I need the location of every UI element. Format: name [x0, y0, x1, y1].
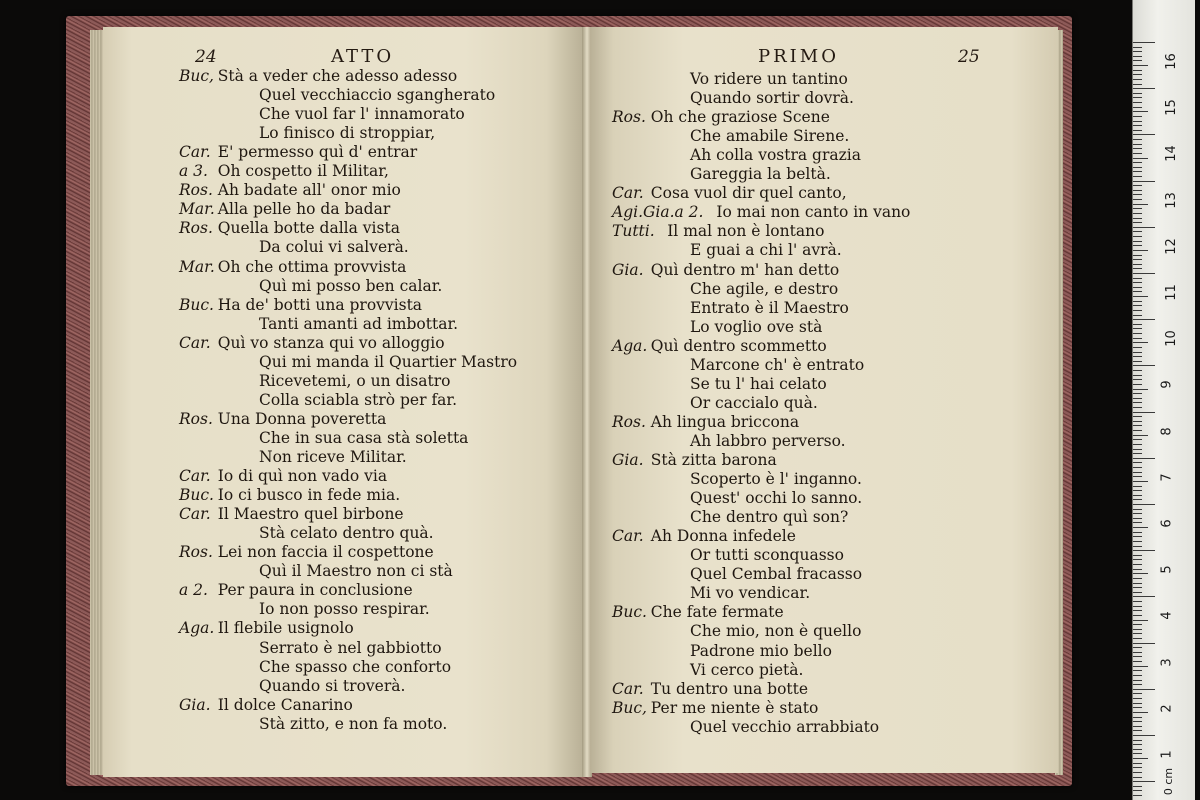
verse-text: Tanti amanti ad imbottar. — [259, 314, 459, 333]
ruler-tick — [1133, 264, 1142, 265]
ruler-tick — [1133, 421, 1142, 422]
ruler-tick — [1133, 596, 1155, 597]
ruler-tick — [1133, 352, 1142, 353]
speaker-name: Ros. — [612, 108, 646, 127]
ruler-tick — [1133, 56, 1142, 57]
ruler-tick — [1133, 730, 1142, 731]
ruler-tick — [1133, 592, 1142, 593]
ruler-tick — [1133, 310, 1142, 311]
verse-text: Serrato è nel gabbiotto — [259, 638, 442, 657]
verse-text: Scoperto è l' inganno. — [690, 470, 862, 489]
ruler-tick — [1133, 231, 1142, 232]
ruler-tick — [1133, 624, 1142, 625]
verse-text: Che fate fermate — [650, 603, 784, 622]
ruler-tick — [1133, 416, 1142, 417]
ruler-tick — [1133, 772, 1142, 773]
ruler-number: 10 — [1163, 330, 1179, 347]
speaker-name: Buc. — [179, 486, 214, 505]
ruler-tick — [1133, 74, 1142, 75]
ruler-tick — [1133, 319, 1155, 320]
verse-text: Qui mi manda il Quartier Mastro — [259, 352, 518, 371]
ruler-tick — [1133, 361, 1142, 362]
ruler-tick — [1133, 532, 1142, 533]
ruler-tick — [1133, 781, 1155, 782]
ruler-tick — [1133, 481, 1148, 482]
speaker-name: Mar. — [179, 257, 215, 276]
ruler-tick — [1133, 541, 1142, 542]
ruler-tick — [1133, 333, 1142, 334]
verse-text: Vo ridere un tantino — [690, 70, 848, 88]
verse-text: Oh cospetto il Militar, — [217, 162, 389, 181]
ruler-tick — [1133, 777, 1142, 778]
verse-text: Ah colla vostra grazia — [690, 146, 861, 165]
ruler-number: 6 — [1159, 519, 1175, 528]
ruler-tick — [1133, 398, 1142, 399]
verse-text: Il mal non è lontano — [667, 222, 825, 241]
ruler-tick — [1133, 204, 1148, 205]
verse-text: Quando sortir dovrà. — [690, 89, 854, 108]
speaker-name: Buc. — [179, 295, 214, 314]
ruler-tick — [1133, 208, 1142, 209]
ruler-tick — [1133, 680, 1142, 681]
speaker-name: Ros. — [179, 181, 213, 200]
verse-text: Vi cerco pietà. — [690, 660, 804, 679]
verse-text: Lo voglio ove stà — [690, 317, 823, 336]
ruler-tick — [1133, 222, 1142, 223]
ruler-tick — [1133, 578, 1142, 579]
ruler-tick — [1133, 407, 1142, 408]
ruler-tick — [1133, 564, 1142, 565]
ruler-tick — [1133, 88, 1155, 89]
ruler-tick — [1133, 111, 1148, 112]
ruler-tick — [1133, 633, 1142, 634]
verse-text: Che amabile Sirene. — [690, 127, 850, 146]
ruler-tick — [1133, 656, 1142, 657]
ruler-tick — [1133, 148, 1142, 149]
speaker-name: Car. — [612, 527, 644, 546]
ruler-tick — [1133, 79, 1142, 80]
verse-text: Che spasso che conforto — [259, 657, 452, 676]
ruler-tick — [1133, 753, 1142, 754]
ruler-tick — [1133, 259, 1142, 260]
verse-text: Ha de' botti una provvista — [217, 295, 423, 314]
ruler-tick — [1133, 698, 1142, 699]
ruler-tick — [1133, 282, 1142, 283]
speaker-name: Gia. — [612, 260, 644, 279]
ruler-tick — [1133, 509, 1142, 510]
ruler-tick — [1133, 185, 1142, 186]
speaker-name: Buc. — [612, 603, 647, 622]
ruler-tick — [1133, 347, 1142, 348]
ruler-tick — [1133, 291, 1142, 292]
ruler-tick — [1133, 181, 1155, 182]
ruler-number: 7 — [1159, 473, 1175, 482]
ruler-tick — [1133, 153, 1142, 154]
left-page-header: ATTO — [331, 46, 395, 67]
ruler-number: 3 — [1159, 657, 1175, 667]
verse-text: Alla pelle ho da badar — [217, 200, 391, 219]
ruler-tick — [1133, 689, 1155, 690]
ruler-tick — [1133, 93, 1142, 94]
ruler-tick — [1133, 652, 1142, 653]
verse-text: Oh che graziose Scene — [650, 108, 830, 127]
left-page-edges — [90, 30, 104, 775]
ruler-tick — [1133, 167, 1142, 168]
ruler-tick — [1133, 458, 1155, 459]
ruler-tick — [1133, 435, 1148, 436]
ruler-tick — [1133, 162, 1142, 163]
verse-text: Una Donna poveretta — [217, 409, 387, 428]
ruler-tick — [1133, 268, 1142, 269]
ruler-tick — [1133, 338, 1142, 339]
ruler-number: 14 — [1163, 145, 1179, 163]
ruler-tick — [1133, 305, 1142, 306]
ruler-tick — [1133, 744, 1142, 745]
speaker-name: Ros. — [179, 543, 213, 562]
ruler-tick — [1133, 767, 1142, 768]
verse-text: Quel vecchio arrabbiato — [690, 717, 880, 736]
ruler-tick — [1133, 504, 1155, 505]
ruler-tick — [1133, 444, 1142, 445]
ruler-tick — [1133, 194, 1142, 195]
ruler-tick — [1133, 462, 1142, 463]
ruler-tick — [1133, 393, 1142, 394]
right-page-header: PRIMO — [758, 46, 839, 67]
ruler-tick — [1133, 107, 1142, 108]
verse-text: Quì vo stanza qui vo alloggio — [217, 333, 445, 352]
ruler-tick — [1133, 227, 1155, 228]
speaker-name: Car. — [179, 505, 211, 524]
ruler-tick — [1133, 199, 1142, 200]
speaker-name: Gia. — [179, 695, 211, 714]
ruler-tick — [1133, 250, 1148, 251]
ruler-tick — [1133, 328, 1142, 329]
ruler-tick — [1133, 721, 1142, 722]
ruler-tick — [1133, 370, 1142, 371]
ruler-tick — [1133, 125, 1142, 126]
ruler-tick — [1133, 102, 1142, 103]
ruler-tick — [1133, 546, 1142, 547]
ruler-tick — [1133, 130, 1142, 131]
ruler-tick — [1133, 342, 1148, 343]
ruler-tick — [1133, 495, 1142, 496]
ruler-tick — [1133, 615, 1142, 616]
ruler-tick — [1133, 158, 1148, 159]
ruler-tick — [1133, 569, 1142, 570]
right-page — [590, 27, 1058, 773]
ruler-tick — [1133, 273, 1155, 274]
verse-text: Ah labbro perverso. — [690, 431, 846, 450]
verse-text: Lo finisco di stroppiar, — [259, 124, 436, 143]
ruler-number: 1 — [1159, 750, 1175, 759]
ruler-tick — [1133, 606, 1142, 607]
verse-text: Colla sciabla strò per far. — [259, 390, 458, 409]
verse-text: Ah lingua briccona — [650, 412, 800, 431]
ruler-tick — [1133, 356, 1142, 357]
speaker-name: Aga. — [179, 619, 215, 638]
verse-text: Quando si troverà. — [259, 676, 406, 695]
verse-text: Il dolce Canarino — [217, 695, 353, 714]
ruler-tick — [1133, 740, 1142, 741]
speaker-name: Car. — [179, 333, 211, 352]
verse-text: Mi vo vendicar. — [690, 584, 811, 603]
ruler-tick — [1133, 236, 1142, 237]
verse-text: Io ci busco in fede mia. — [217, 486, 401, 505]
speaker-name: Ros. — [179, 219, 213, 238]
ruler-tick — [1133, 490, 1142, 491]
ruler-tick — [1133, 278, 1142, 279]
ruler-unit: 0 cm — [1162, 767, 1176, 796]
verse-text: Stà a veder che adesso adesso — [217, 67, 458, 85]
ruler-tick — [1133, 453, 1142, 454]
ruler-tick — [1133, 661, 1142, 662]
ruler-number: 8 — [1159, 426, 1175, 436]
ruler-tick — [1133, 620, 1148, 621]
ruler-tick — [1133, 726, 1142, 727]
ruler-number: 11 — [1163, 284, 1179, 301]
ruler-tick — [1133, 384, 1142, 385]
ruler-tick — [1133, 389, 1148, 390]
verse-text: Il flebile usignolo — [217, 619, 354, 638]
ruler-tick — [1133, 97, 1142, 98]
verse-text: Stà zitta barona — [650, 451, 777, 469]
ruler-tick — [1133, 213, 1142, 214]
verse-text: Oh che ottima provvista — [217, 257, 407, 276]
ruler-tick — [1133, 643, 1155, 644]
ruler-number: 4 — [1159, 611, 1175, 621]
ruler-tick — [1133, 522, 1142, 523]
verse-text: Ah badate all' onor mio — [217, 181, 401, 200]
verse-text: Or tutti sconquasso — [690, 546, 844, 565]
ruler-tick — [1133, 70, 1142, 71]
speaker-name: a 3. — [179, 162, 208, 181]
verse-text: Gareggia la beltà. — [690, 165, 831, 184]
speaker-name: Aga. — [612, 336, 648, 355]
verse-text: Padrone mio bello — [690, 641, 832, 660]
speaker-name: Car. — [179, 143, 211, 162]
verse-text: Ah Donna infedele — [650, 527, 796, 546]
verse-text: Che dentro quì son? — [690, 508, 849, 527]
ruler-tick — [1133, 412, 1155, 413]
speaker-name: a 2. — [179, 581, 208, 600]
ruler-tick — [1133, 379, 1142, 380]
verse-text: Quel vecchiaccio sgangherato — [259, 86, 496, 105]
speaker-name: Tutti. — [612, 222, 655, 241]
ruler-tick — [1133, 786, 1142, 787]
ruler-tick — [1133, 324, 1142, 325]
verse-text: Per paura in conclusione — [217, 581, 413, 600]
speaker-name: Car. — [179, 467, 211, 486]
ruler-number: 15 — [1163, 99, 1179, 116]
verse-text: E guai a chi l' avrà. — [690, 241, 842, 260]
ruler-tick — [1133, 536, 1142, 537]
ruler-number: 2 — [1159, 704, 1175, 713]
verse-text: Stà celato dentro quà. — [259, 524, 434, 543]
ruler-tick — [1133, 47, 1142, 48]
ruler-tick — [1133, 42, 1155, 43]
verse-text: Quì mi posso ben calar. — [259, 276, 443, 295]
ruler-tick — [1133, 439, 1142, 440]
ruler-tick — [1133, 559, 1142, 560]
ruler-tick — [1133, 296, 1148, 297]
ruler-tick — [1133, 749, 1142, 750]
ruler-tick — [1133, 255, 1142, 256]
verse-text: Che in sua casa stà soletta — [259, 428, 469, 447]
ruler-tick — [1133, 693, 1142, 694]
ruler-tick — [1133, 144, 1142, 145]
ruler-tick — [1133, 795, 1142, 796]
ruler-tick — [1133, 375, 1142, 376]
speaker-name: Ros. — [179, 409, 213, 428]
ruler-tick — [1133, 763, 1142, 764]
ruler-tick — [1133, 472, 1142, 473]
ruler-tick — [1133, 134, 1155, 135]
right-page-number: 25 — [958, 47, 980, 67]
ruler-tick — [1133, 241, 1142, 242]
verse-text: Io di quì non vado via — [217, 467, 388, 486]
ruler-number: 12 — [1163, 238, 1179, 255]
ruler-tick — [1133, 402, 1142, 403]
speaker-name: Car. — [612, 679, 644, 698]
ruler-tick — [1133, 365, 1155, 366]
ruler-tick — [1133, 583, 1142, 584]
ruler-tick — [1133, 735, 1155, 736]
left-page-number: 24 — [195, 47, 217, 67]
ruler-tick — [1133, 675, 1142, 676]
ruler-tick — [1133, 610, 1142, 611]
ruler-tick — [1133, 601, 1142, 602]
verse-text: Stà zitto, e non fa moto. — [259, 714, 448, 733]
verse-text: Io mai non canto in vano — [716, 203, 911, 222]
ruler-tick — [1133, 245, 1142, 246]
ruler-tick — [1133, 647, 1142, 648]
ruler-number: 16 — [1163, 53, 1179, 70]
verse-text: E' permesso quì d' entrar — [217, 143, 418, 162]
verse-text: Lei non faccia il cospettone — [217, 543, 434, 562]
ruler-tick — [1133, 287, 1142, 288]
verse-text: Che vuol far l' innamorato — [259, 105, 465, 124]
speaker-name: Buc, — [612, 698, 647, 717]
ruler-tick — [1133, 190, 1142, 191]
verse-text: Entrato è il Maestro — [690, 298, 849, 317]
ruler-number: 5 — [1159, 565, 1175, 574]
verse-text: Quel Cembal fracasso — [690, 565, 863, 584]
verse-text: Quì dentro m' han detto — [650, 260, 840, 279]
ruler-tick — [1133, 476, 1142, 477]
ruler-tick — [1133, 712, 1148, 713]
ruler-tick — [1133, 425, 1142, 426]
verse-text: Ricevetemi, o un disatro — [259, 371, 451, 390]
ruler-tick — [1133, 139, 1142, 140]
verse-text: Il Maestro quel birbone — [217, 505, 404, 524]
measuring-ruler — [1132, 0, 1195, 800]
speaker-name: Mar. — [179, 200, 215, 219]
verse-text: Quì dentro scommetto — [650, 336, 827, 355]
speaker-name: Agi.Gia.a 2. — [612, 203, 704, 222]
verse-text: Tu dentro una botte — [650, 679, 809, 698]
verse-text: Or caccialo quà. — [690, 393, 818, 412]
ruler-tick — [1133, 513, 1142, 514]
ruler-tick — [1133, 176, 1142, 177]
speaker-name: Ros. — [612, 412, 646, 431]
ruler-tick — [1133, 629, 1142, 630]
speaker-name: Buc, — [179, 67, 214, 85]
verse-text: Quì il Maestro non ci stà — [259, 562, 453, 581]
ruler-tick — [1133, 638, 1142, 639]
ruler-number: 13 — [1163, 191, 1179, 209]
ruler-tick — [1133, 527, 1148, 528]
verse-text: Che agile, e destro — [690, 279, 839, 298]
ruler-tick — [1133, 790, 1142, 791]
ruler-tick — [1133, 467, 1142, 468]
ruler-tick — [1133, 717, 1142, 718]
ruler-tick — [1133, 51, 1142, 52]
verse-text: Cosa vuol dir quel canto, — [650, 184, 847, 203]
ruler-tick — [1133, 315, 1142, 316]
ruler-tick — [1133, 550, 1155, 551]
ruler-tick — [1133, 573, 1148, 574]
ruler-tick — [1133, 684, 1142, 685]
ruler-tick — [1133, 499, 1142, 500]
ruler-tick — [1133, 518, 1142, 519]
ruler-tick — [1133, 218, 1142, 219]
ruler-tick — [1133, 486, 1142, 487]
verse-text: Che mio, non è quello — [690, 622, 862, 641]
ruler-tick — [1133, 171, 1142, 172]
ruler-tick — [1133, 121, 1142, 122]
ruler-tick — [1133, 60, 1142, 61]
speaker-name: Gia. — [612, 451, 644, 469]
left-page — [103, 27, 585, 777]
verse-text: Quella botte dalla vista — [217, 219, 400, 238]
ruler-tick — [1133, 84, 1142, 85]
ruler-number: 9 — [1159, 380, 1175, 390]
ruler-tick — [1133, 555, 1142, 556]
ruler-tick — [1133, 703, 1142, 704]
verse-text: Non riceve Militar. — [259, 448, 407, 466]
ruler-tick — [1133, 670, 1142, 671]
verse-text: Marcone ch' è entrato — [690, 355, 865, 374]
ruler-tick — [1133, 449, 1142, 450]
verse-text: Da colui vi salverà. — [259, 238, 409, 257]
ruler-tick — [1133, 65, 1148, 66]
ruler-tick — [1133, 116, 1142, 117]
verse-text: Io non posso respirar. — [259, 600, 430, 619]
verse-text: Se tu l' hai celato — [690, 374, 827, 393]
speaker-name: Car. — [612, 184, 644, 203]
ruler-tick — [1133, 758, 1148, 759]
ruler-tick — [1133, 707, 1142, 708]
ruler-tick — [1133, 666, 1148, 667]
verse-text: Per me niente è stato — [650, 698, 819, 717]
ruler-tick — [1133, 430, 1142, 431]
ruler-tick — [1133, 587, 1142, 588]
ruler-tick — [1133, 301, 1142, 302]
verse-text: Quest' occhi lo sanno. — [690, 489, 863, 508]
